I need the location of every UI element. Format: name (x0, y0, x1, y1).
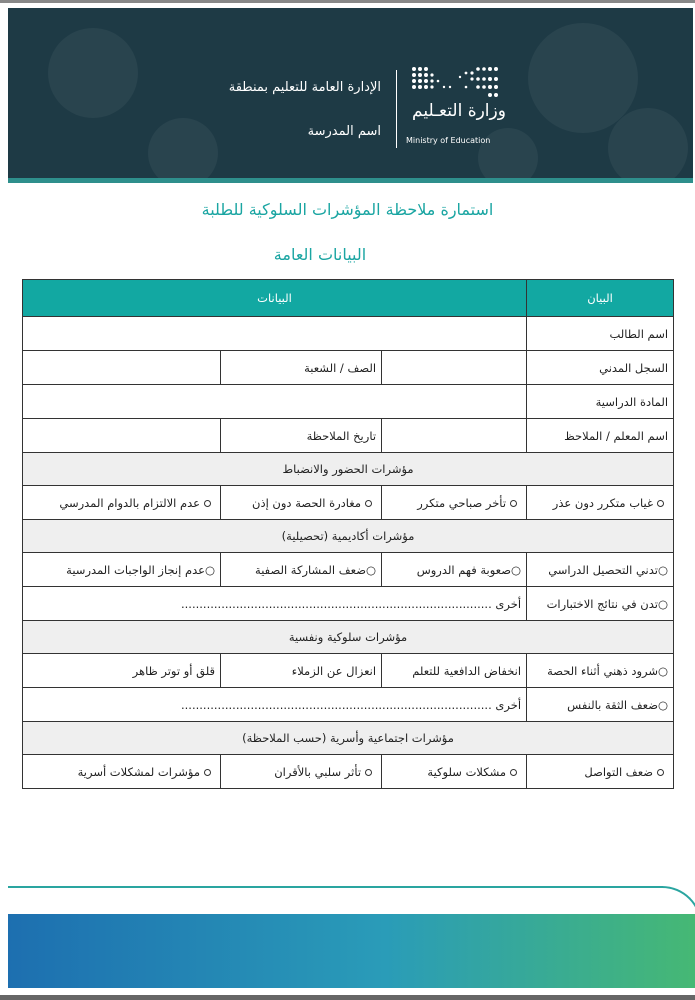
table-row (23, 553, 674, 587)
option-cell[interactable]: قلق أو توتر ظاهر (23, 654, 221, 688)
subject-field[interactable] (23, 385, 527, 419)
option-cell[interactable]: ○تدن في نتائج الاختبارات (527, 587, 674, 621)
group-row-academic (23, 520, 674, 553)
table-row (23, 486, 674, 520)
behavioral-group-title: مؤشرات سلوكية ونفسية (23, 621, 674, 654)
footer-line (8, 886, 663, 888)
option-label: تأثر سلبي بالأقران (274, 764, 362, 779)
table-row (23, 385, 674, 419)
logo-divider (396, 70, 397, 148)
bottom-border (0, 995, 695, 1000)
header-label-cell: البيان (527, 280, 674, 317)
option-cell[interactable] (221, 486, 382, 520)
header-banner (8, 8, 693, 183)
radio-circle-icon[interactable] (657, 500, 664, 507)
academic-other-field[interactable]: أخرى ..................................................................................... (23, 587, 527, 621)
radio-circle-icon[interactable] (204, 500, 211, 507)
document-title: استمارة ملاحظة المؤشرات السلوكية للطلبة (201, 200, 494, 219)
option-cell[interactable]: ○تدني التحصيل الدراسي (527, 553, 674, 587)
option-cell[interactable] (527, 486, 674, 520)
option-label: مغادرة الحصة دون إذن (252, 495, 362, 510)
footer-band (8, 914, 695, 988)
academic-group-title: مؤشرات أكاديمية (تحصيلية) (23, 520, 674, 553)
observation-date-field[interactable] (23, 419, 221, 453)
option-cell[interactable]: ○شرود ذهني أثناء الحصة (527, 654, 674, 688)
radio-circle-icon[interactable] (204, 769, 211, 776)
option-label: ضعف التواصل (584, 764, 654, 779)
option-label: مؤشرات لمشكلات أسرية (77, 764, 201, 779)
option-cell[interactable]: انعزال عن الزملاء (221, 654, 382, 688)
option-label: تأخر صباحي متكرر (417, 495, 507, 510)
table-row (23, 587, 674, 621)
radio-circle-icon[interactable] (365, 769, 372, 776)
student-name-label: اسم الطالب (527, 317, 674, 351)
logo-dots-icon (410, 65, 500, 99)
option-label: غياب متكرر دون عذر (552, 495, 654, 510)
ministry-name-en: Ministry of Education (406, 136, 491, 145)
group-row-social (23, 722, 674, 755)
ministry-name-ar: وزارة التعـليم (412, 101, 506, 121)
radio-circle-icon[interactable] (510, 769, 517, 776)
teacher-name-label: اسم المعلم / الملاحظ (527, 419, 674, 453)
option-cell[interactable] (23, 486, 221, 520)
school-name-label: اسم المدرسة (307, 124, 381, 139)
ministry-logo (400, 63, 506, 153)
table-row (23, 654, 674, 688)
option-cell[interactable]: انخفاض الدافعية للتعلم (382, 654, 527, 688)
radio-circle-icon[interactable] (657, 769, 664, 776)
teacher-name-field[interactable] (382, 419, 527, 453)
table-row (23, 419, 674, 453)
option-cell[interactable]: ○صعوبة فهم الدروس (382, 553, 527, 587)
group-row-behavioral (23, 621, 674, 654)
table-row (23, 317, 674, 351)
radio-circle-icon[interactable] (510, 500, 517, 507)
radio-circle-icon[interactable] (365, 500, 372, 507)
option-cell[interactable] (527, 755, 674, 789)
option-cell[interactable]: ○ضعف المشاركة الصفية (221, 553, 382, 587)
table-row (23, 755, 674, 789)
option-label: عدم الالتزام بالدوام المدرسي (59, 495, 201, 510)
group-row-attendance (23, 453, 674, 486)
option-cell[interactable]: ○عدم إنجاز الواجبات المدرسية (23, 553, 221, 587)
observation-date-label: تاريخ الملاحظة (221, 419, 382, 453)
subject-label: المادة الدراسية (527, 385, 674, 419)
option-cell[interactable]: ○ضعف الثقة بالنفس (527, 688, 674, 722)
student-name-field[interactable] (23, 317, 527, 351)
admin-line: الإدارة العامة للتعليم بمنطقة (228, 80, 381, 95)
observation-form-table (22, 279, 674, 789)
header-data-cell: البيانات (23, 280, 527, 317)
attendance-group-title: مؤشرات الحضور والانضباط (23, 453, 674, 486)
option-label: مشكلات سلوكية (427, 764, 507, 779)
table-row (23, 351, 674, 385)
option-cell[interactable] (23, 755, 221, 789)
civil-record-label: السجل المدني (527, 351, 674, 385)
social-group-title: مؤشرات اجتماعية وأسرية (حسب الملاحظة) (23, 722, 674, 755)
table-row (23, 688, 674, 722)
civil-record-field[interactable] (382, 351, 527, 385)
top-border (0, 0, 695, 3)
table-header-row (23, 280, 674, 317)
section-title: البيانات العامة (273, 245, 367, 264)
option-cell[interactable] (221, 755, 382, 789)
option-cell[interactable] (382, 755, 527, 789)
header-stripe (8, 178, 693, 183)
option-cell[interactable] (382, 486, 527, 520)
class-section-label: الصف / الشعبة (221, 351, 382, 385)
class-section-field[interactable] (23, 351, 221, 385)
behavioral-other-field[interactable]: أخرى ..................................................................................... (23, 688, 527, 722)
